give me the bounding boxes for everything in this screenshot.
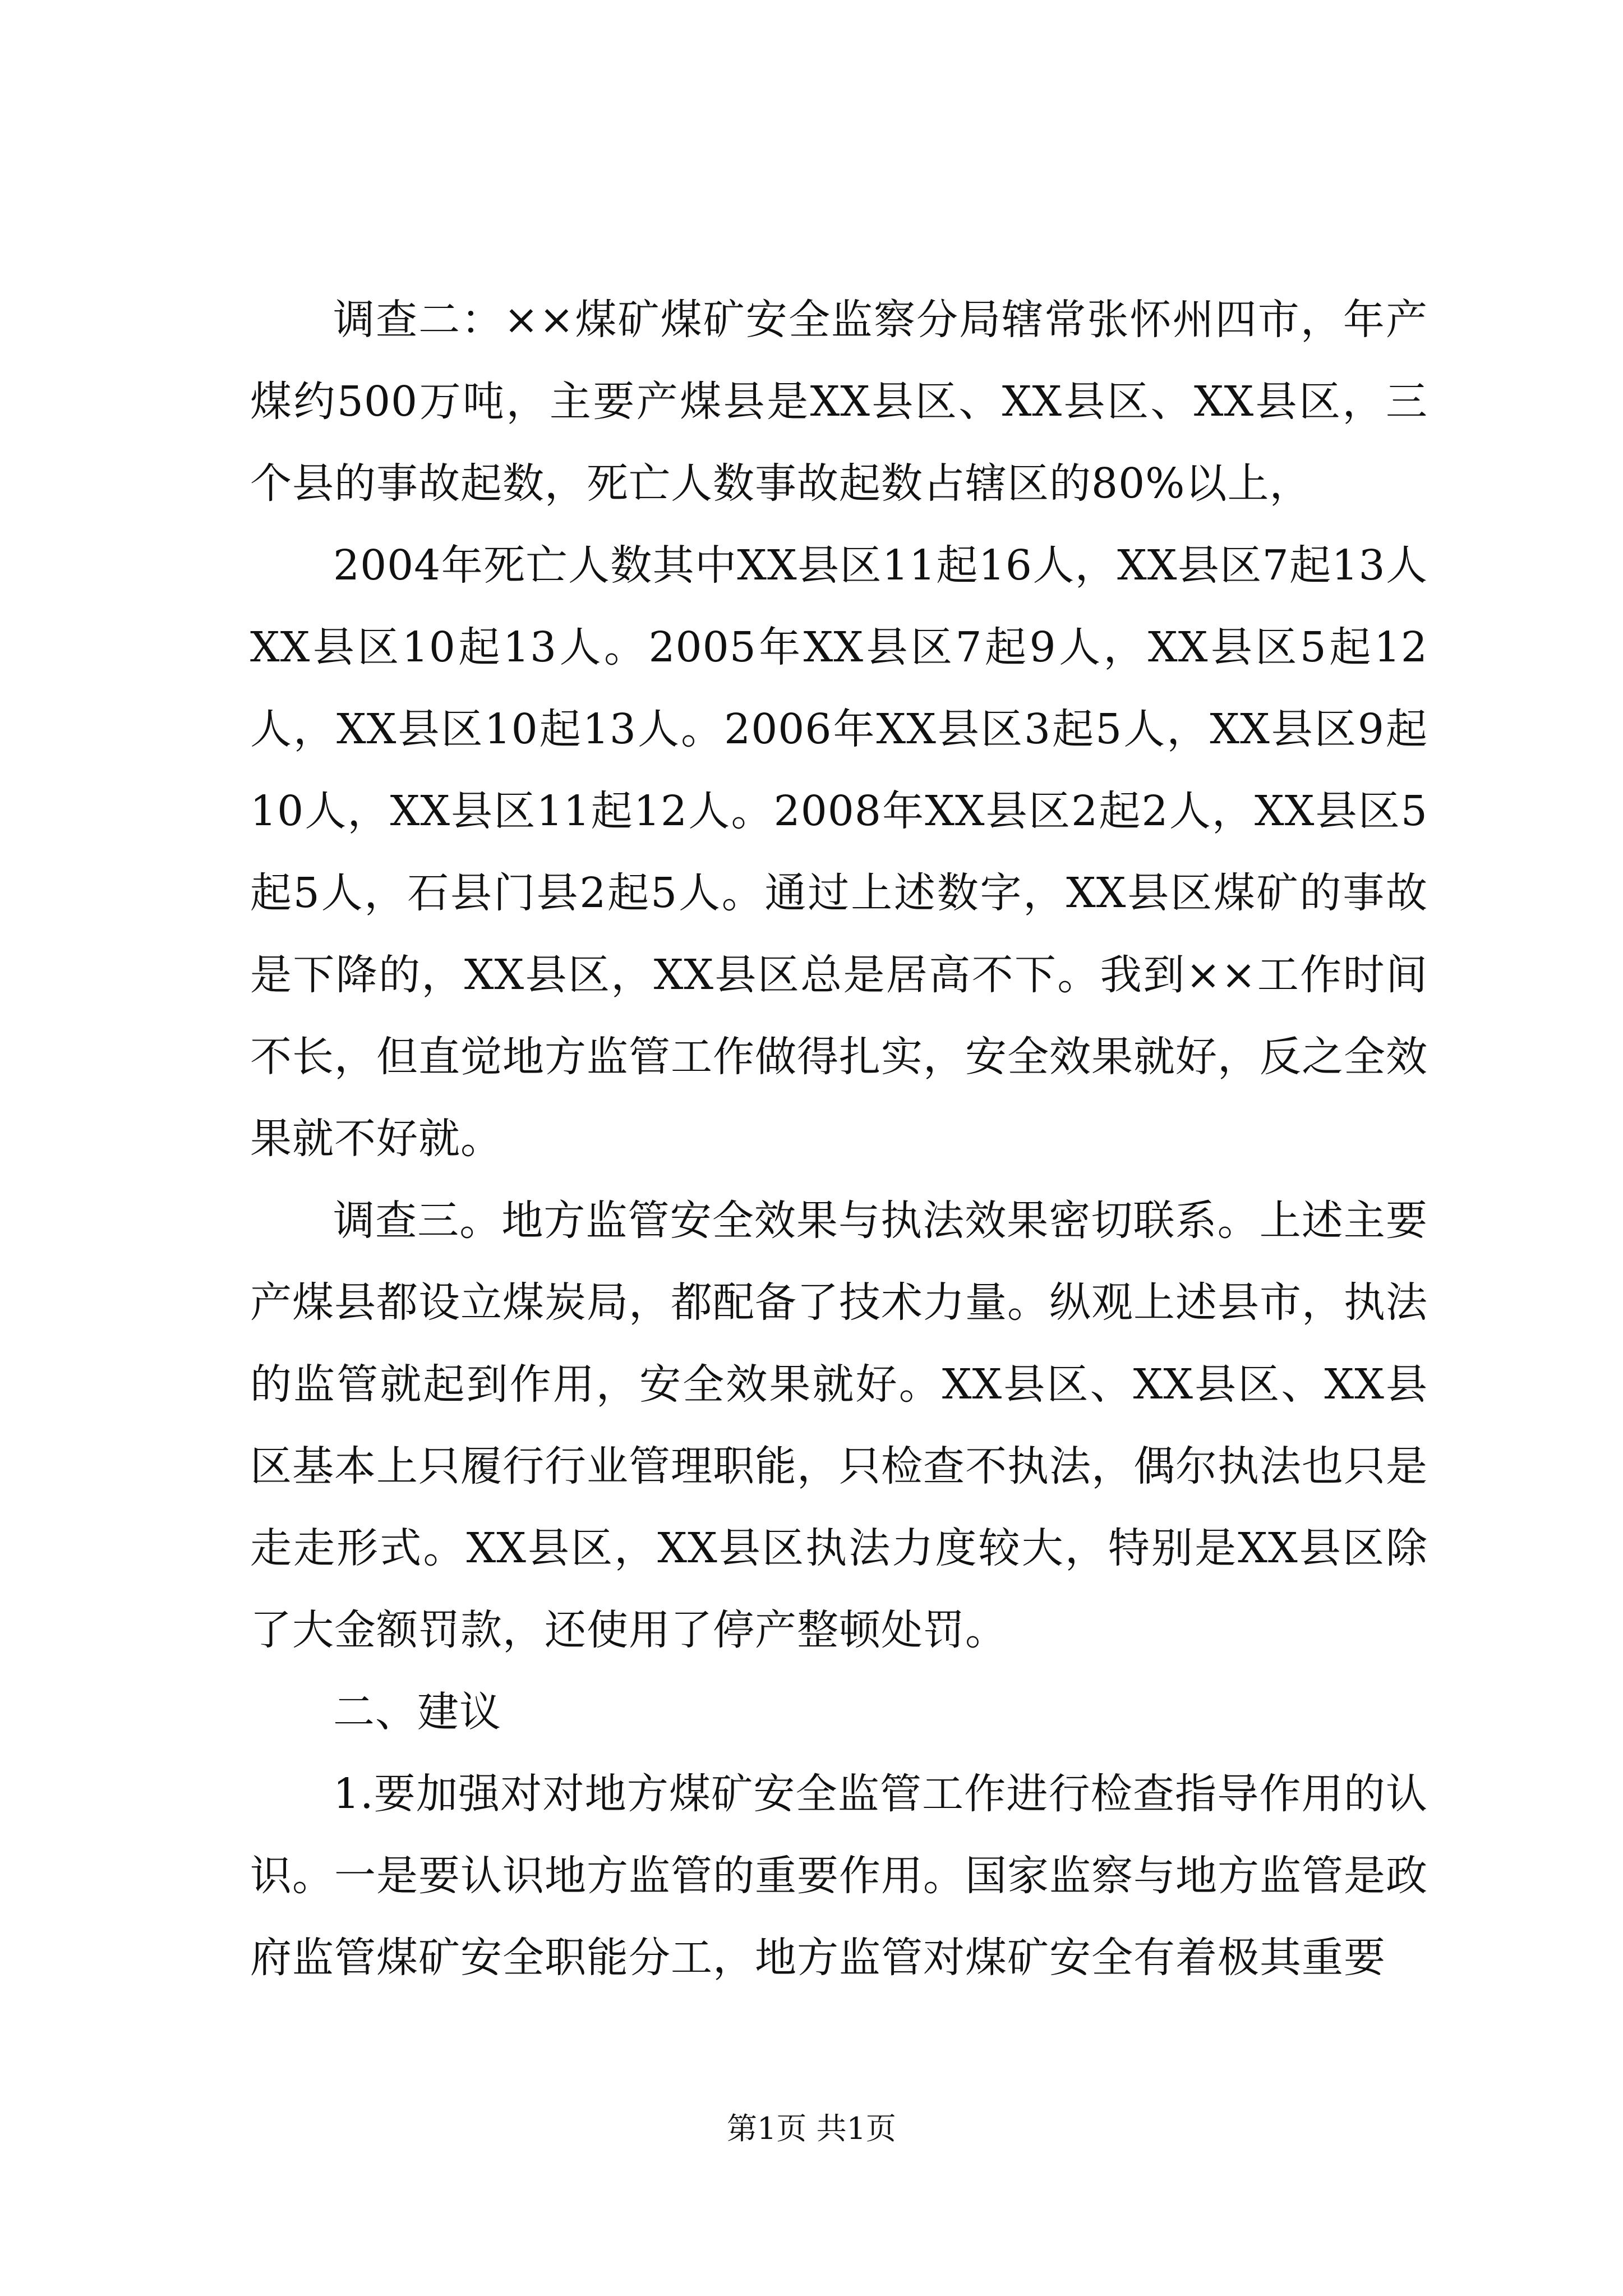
- paragraph-suggestion-one: 1.要加强对对地方煤矿安全监管工作进行检查指导作用的认识。一是要认识地方监管的重要作用。国家监察与地方监管是政府监管煤矿安全职能分工，地方监管对煤矿安全有着极其重要: [250, 1770, 1428, 1982]
- page-footer: 第1页 共1页: [727, 2111, 896, 2146]
- paragraph-accident-statistics: 2004年死亡人数其中XX县区11起16人，XX县区7起13人XX县区10起13人。2005年XX县区7起9人，XX县区5起12人，XX县区10起13人。2006年XX县区3起5人，XX县区9起10人，XX县区11起12人。2008年XX县区2起2人，XX县区5起5人，石县门县2起5人。通过上述数字，XX县区煤矿的事故是下降的，XX县区，XX县区总是居高不下。我到××工作时间不长，但直觉地方监管工作做得扎实，安全效果就好，反之全效果就不好就。: [250, 541, 1428, 1163]
- document-body: [250, 279, 1428, 1999]
- section-heading-suggestions: 二、建议: [333, 1688, 501, 1736]
- paragraph-survey-three: 调查三。地方监管安全效果与执法效果密切联系。上述主要产煤县都设立煤炭局，都配备了技术力量。纵观上述县市，执法的监管就起到作用，安全效果就好。XX县区、XX县区、XX县区基本上只履行行业管理职能，只检查不执法，偶尔执法也只是走走形式。XX县区，XX县区执法力度较大，特别是XX县区除了大金额罚款，还使用了停产整顿处罚。: [250, 1197, 1428, 1654]
- paragraph-survey-two: 调查二：××煤矿煤矿安全监察分局辖常张怀州四市，年产煤约500万吨，主要产煤县是XX县区、XX县区、XX县区，三个县的事故起数，死亡人数事故起数占辖区的80%以上，: [250, 296, 1428, 508]
